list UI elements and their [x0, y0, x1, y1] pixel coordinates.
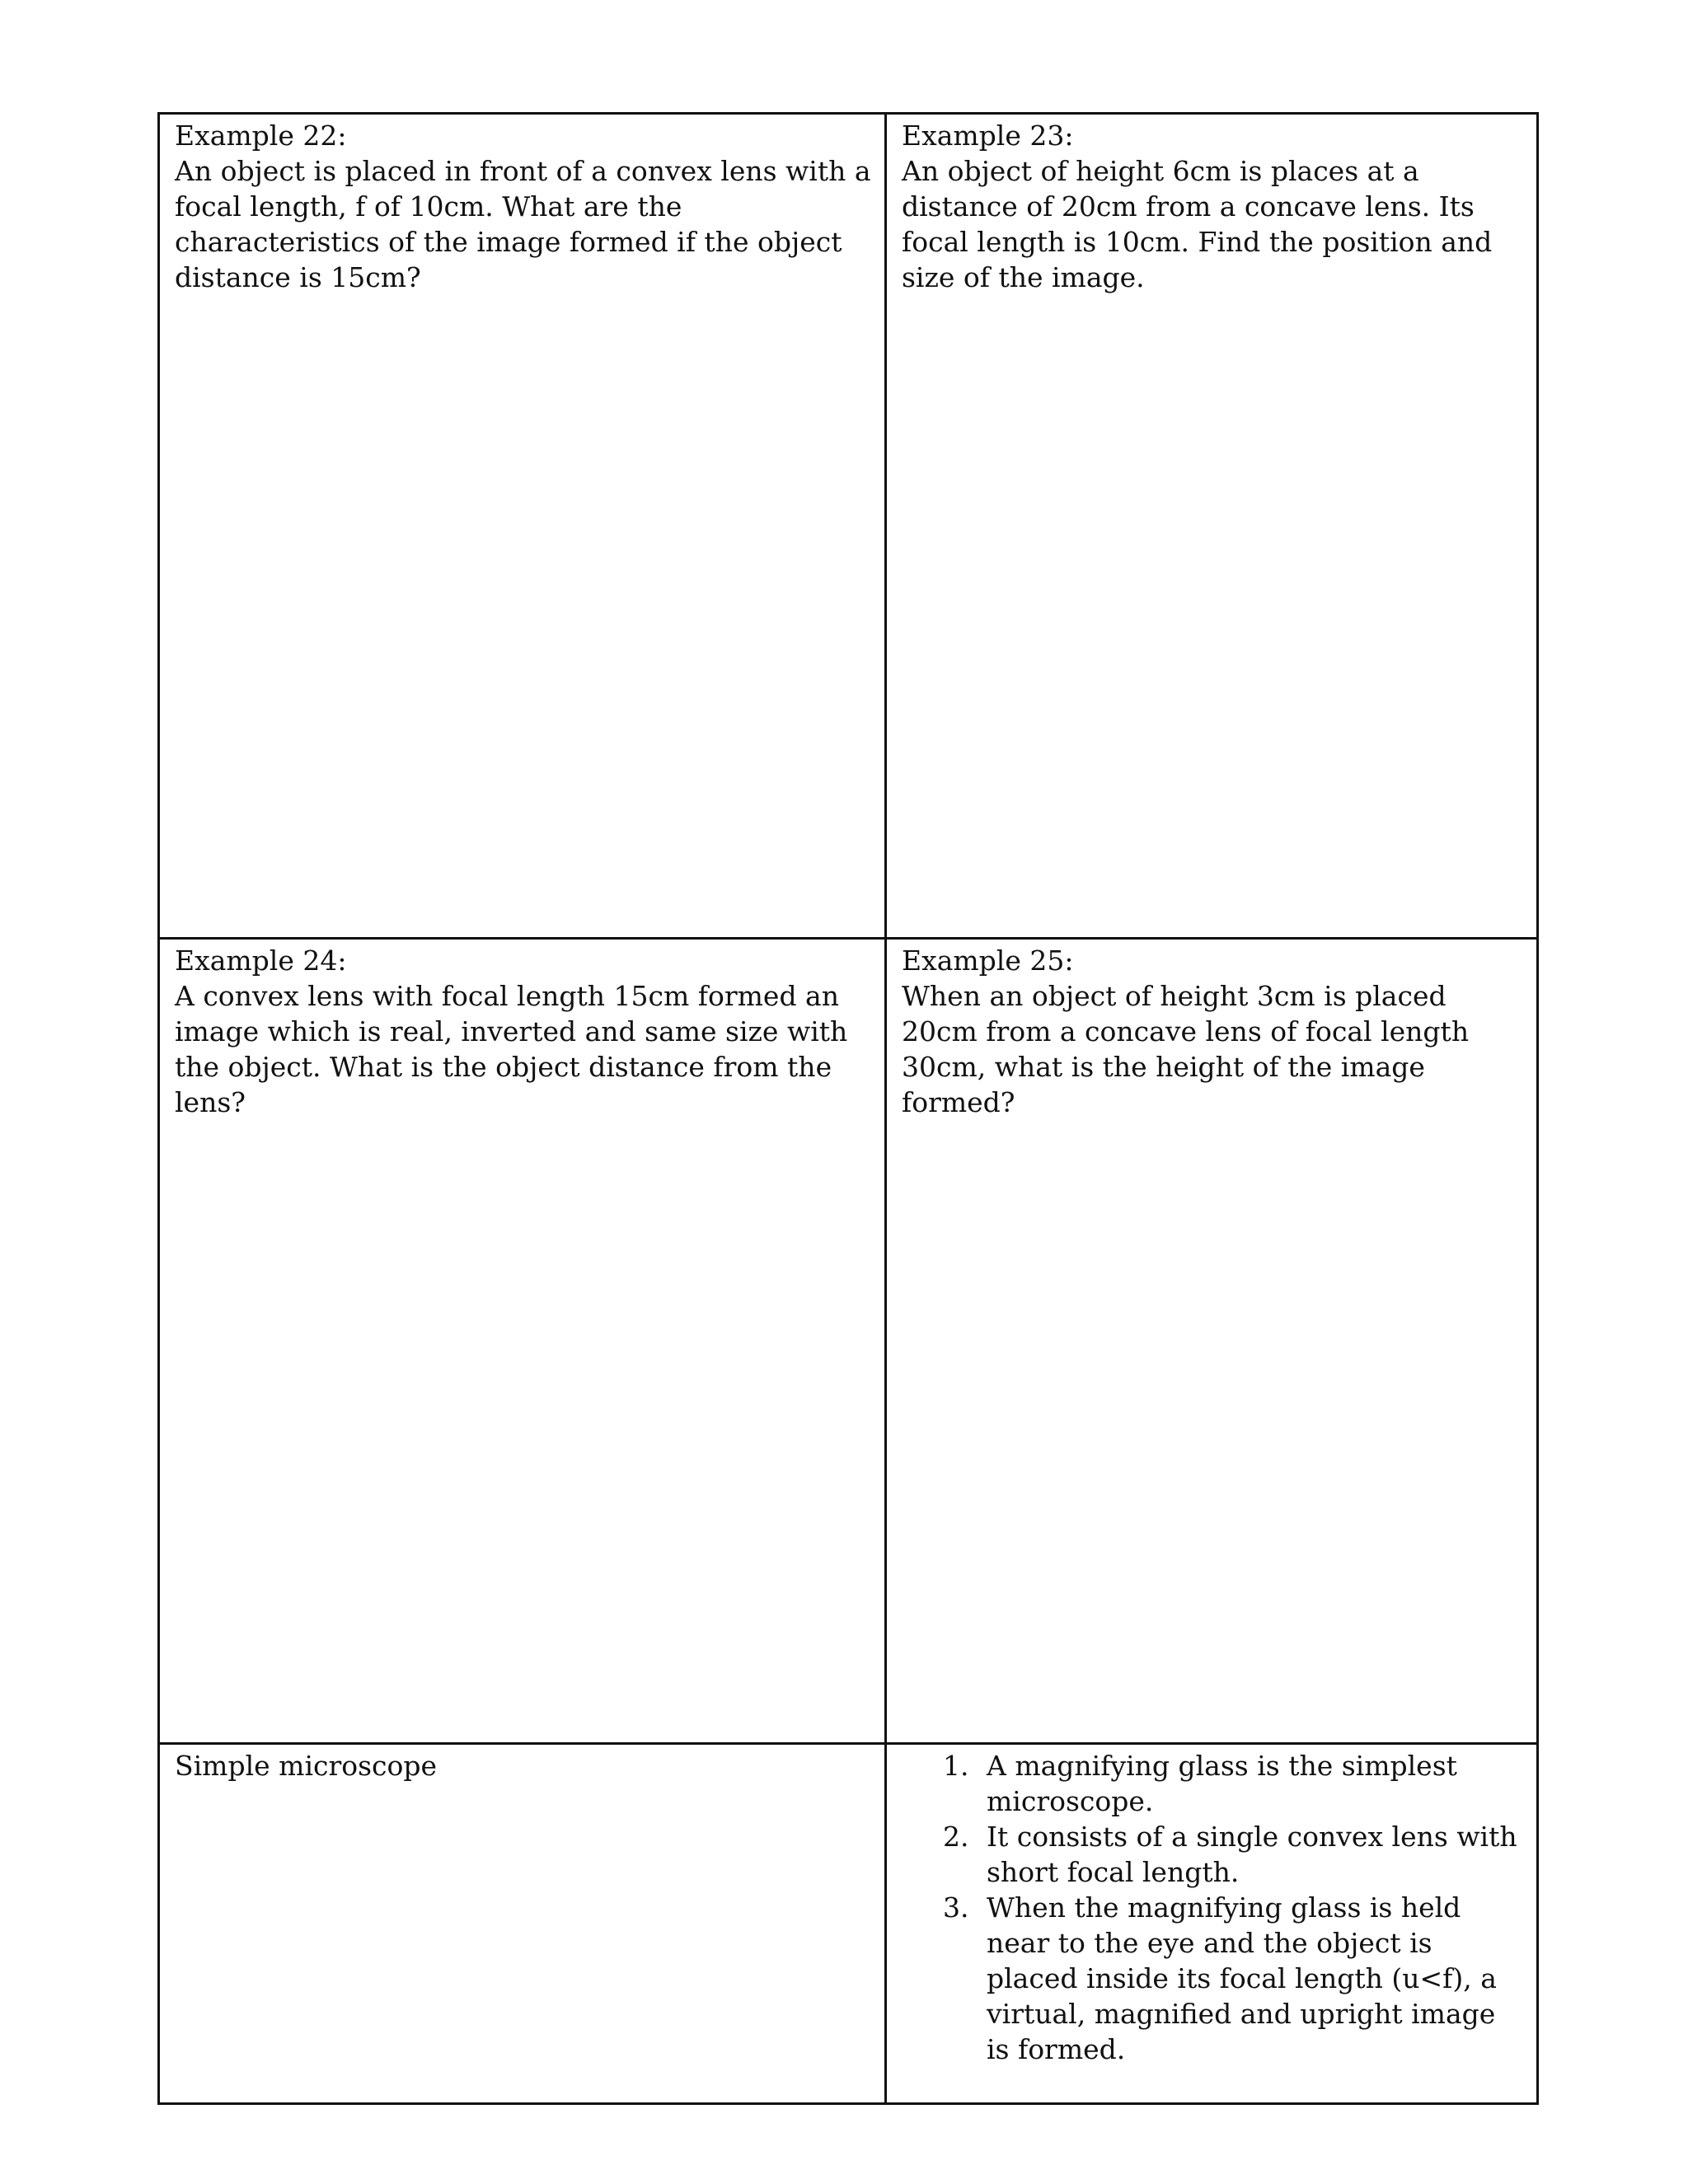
example-25-cell	[886, 939, 1538, 1744]
worksheet-row-3	[159, 1744, 1538, 2104]
list-item	[887, 1748, 1523, 1819]
microscope-notes-cell	[886, 1744, 1538, 2104]
worksheet-row-2	[159, 939, 1538, 1744]
example-24-cell	[159, 939, 886, 1744]
list-item-text: When the magnifying glass is held near to the eye and the object is placed inside its focal length (u<f), a virtual, magnified and upright image is formed.	[987, 1891, 1497, 2065]
list-item-number: 1.	[943, 1750, 969, 1782]
list-item	[887, 1819, 1523, 1890]
example-25-question: When an object of height 3cm is placed 20cm from a concave lens of focal length 30cm, what is the height of the image formed?	[902, 980, 1470, 1118]
example-22-title: Example 22:	[175, 120, 347, 152]
list-item-text: It consists of a single convex lens with short focal length.	[987, 1821, 1517, 1888]
example-24-title: Example 24:	[175, 944, 347, 977]
simple-microscope-heading: Simple microscope	[175, 1750, 438, 1782]
microscope-notes-list	[887, 1748, 1523, 2067]
example-22-cell	[159, 114, 886, 939]
example-24-question: A convex lens with focal length 15cm formed an image which is real, inverted and same size with the object. What is the object distance from the lens?	[175, 980, 848, 1118]
example-25-title: Example 25:	[902, 944, 1074, 977]
worksheet-table	[157, 112, 1539, 2105]
list-item-number: 2.	[943, 1821, 969, 1853]
simple-microscope-cell	[159, 1744, 886, 2104]
list-item	[887, 1890, 1523, 2067]
example-22-question: An object is placed in front of a convex lens with a focal length, f of 10cm. What are the characteristics of the image formed if the object distance is 15cm?	[175, 155, 871, 293]
worksheet-row-1	[159, 114, 1538, 939]
example-23-cell	[886, 114, 1538, 939]
example-23-title: Example 23:	[902, 120, 1074, 152]
list-item-number: 3.	[943, 1891, 969, 1924]
list-item-text: A magnifying glass is the simplest microscope.	[987, 1750, 1457, 1817]
example-23-question: An object of height 6cm is places at a distance of 20cm from a concave lens. Its focal length is 10cm. Find the position and size of the image.	[902, 155, 1493, 293]
